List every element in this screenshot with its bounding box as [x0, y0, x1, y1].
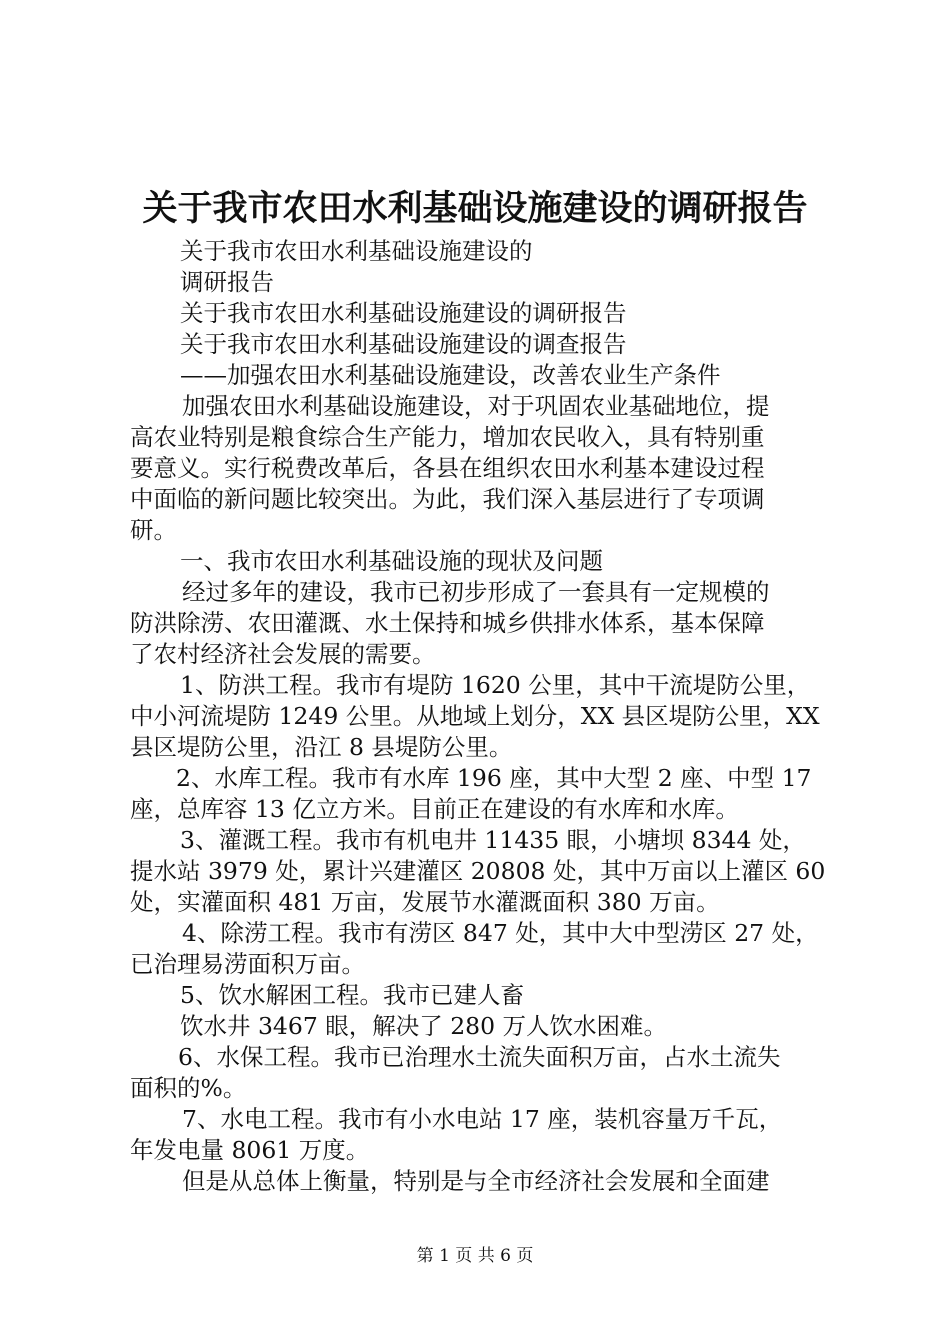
body-line: 防洪除涝、农田灌溉、水土保持和城乡供排水体系，基本保障 [130, 609, 765, 637]
body-line: 关于我市农田水利基础设施建设的 [180, 237, 533, 265]
body-line: 关于我市农田水利基础设施建设的调研报告 [180, 299, 627, 327]
body-line: 5、饮水解困工程。我市已建人畜 [180, 981, 524, 1009]
body-line: 饮水井 3467 眼，解决了 280 万人饮水困难。 [180, 1012, 668, 1040]
body-line: 研。 [130, 516, 177, 544]
body-line: 中小河流堤防 1249 公里。从地域上划分，XX 县区堤防公里，XX [130, 702, 820, 730]
body-line: 已治理易涝面积万亩。 [130, 950, 365, 978]
body-line: 经过多年的建设，我市已初步形成了一套具有一定规模的 [182, 578, 770, 606]
body-line: 座，总库容 13 亿立方米。目前正在建设的有水库和水库。 [130, 795, 739, 823]
body-line: 面积的%。 [130, 1074, 247, 1102]
body-line: 要意义。实行税费改革后，各县在组织农田水利基本建设过程 [130, 454, 765, 482]
document-title: 关于我市农田水利基础设施建设的调研报告 [142, 188, 808, 229]
body-line: 中面临的新问题比较突出。为此，我们深入基层进行了专项调 [130, 485, 765, 513]
body-line: 1、防洪工程。我市有堤防 1620 公里，其中干流堤防公里， [180, 671, 811, 699]
body-line: 关于我市农田水利基础设施建设的调查报告 [180, 330, 627, 358]
body-line: 2、水库工程。我市有水库 196 座，其中大型 2 座、中型 17 [176, 764, 812, 792]
body-line: 4、除涝工程。我市有涝区 847 处，其中大中型涝区 27 处， [182, 919, 819, 947]
body-line: 7、水电工程。我市有小水电站 17 座，装机容量万千瓦， [182, 1105, 783, 1133]
body-line: 年发电量 8061 万度。 [130, 1136, 370, 1164]
body-line: 处，实灌面积 481 万亩，发展节水灌溉面积 380 万亩。 [130, 888, 720, 916]
body-line: 提水站 3979 处，累计兴建灌区 20808 处，其中万亩以上灌区 60 [130, 857, 826, 885]
body-line: 加强农田水利基础设施建设，对于巩固农业基础地位，提 [182, 392, 770, 420]
body-line: 但是从总体上衡量，特别是与全市经济社会发展和全面建 [182, 1167, 770, 1195]
body-line: 高农业特别是粮食综合生产能力，增加农民收入，具有特别重 [130, 423, 765, 451]
body-line: 一、我市农田水利基础设施的现状及问题 [180, 547, 603, 575]
body-line: ——加强农田水利基础设施建设，改善农业生产条件 [180, 361, 721, 389]
body-line: 县区堤防公里，沿江 8 县堤防公里。 [130, 733, 513, 761]
page-footer: 第 1 页 共 6 页 [416, 1246, 534, 1266]
body-line: 6、水保工程。我市已治理水土流失面积万亩，占水土流失 [178, 1043, 781, 1071]
document-body [130, 236, 830, 1197]
body-line: 了农村经济社会发展的需要。 [130, 640, 436, 668]
body-line: 调研报告 [180, 268, 274, 296]
body-line: 3、灌溉工程。我市有机电井 11435 眼，小塘坝 8344 处， [180, 826, 806, 854]
